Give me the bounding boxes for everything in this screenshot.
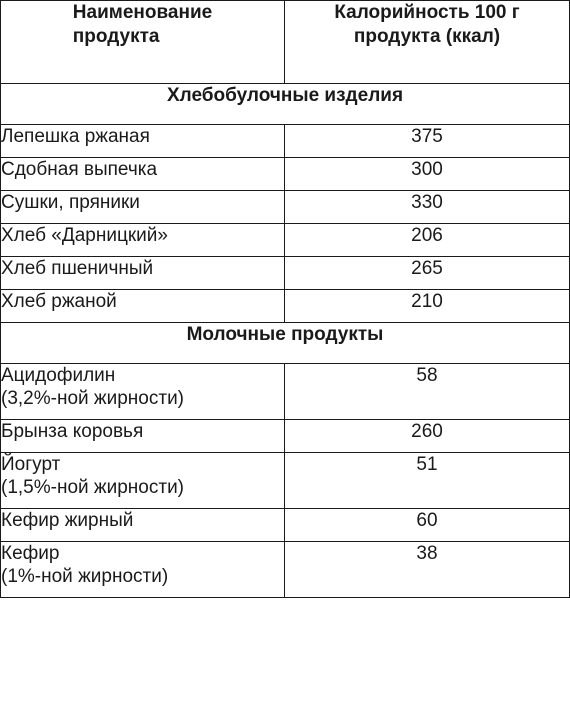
table-row <box>1 542 570 598</box>
product-name: Сушки, пряники <box>1 191 285 224</box>
table-row <box>1 509 570 542</box>
product-name-cell <box>1 364 285 420</box>
calorie-value: 265 <box>285 257 570 290</box>
section-row <box>1 84 570 125</box>
calorie-value: 210 <box>285 290 570 323</box>
calorie-value: 330 <box>285 191 570 224</box>
product-note: (1%-ной жирности) <box>1 566 169 587</box>
section-title: Молочные продукты <box>1 323 570 364</box>
table-row <box>1 125 570 158</box>
table-row <box>1 191 570 224</box>
product-name-cell <box>1 542 285 598</box>
product-name: Лепешка ржаная <box>1 125 285 158</box>
calorie-value: 260 <box>285 420 570 453</box>
product-name: Брынза коровья <box>1 420 285 453</box>
product-name: Сдобная выпечка <box>1 158 285 191</box>
column-header-product-line1: Наименование <box>72 2 213 23</box>
product-name: Йогурт <box>1 454 61 475</box>
calorie-value: 58 <box>285 364 570 420</box>
product-name-cell <box>1 453 285 509</box>
column-header-calories <box>285 1 570 84</box>
column-header-calories-line1: Калорийность 100 г <box>334 2 520 23</box>
product-name: Хлеб «Дарницкий» <box>1 224 285 257</box>
product-note: (1,5%-ной жирности) <box>1 477 185 498</box>
column-header-calories-line2: продукта (ккал) <box>353 26 501 47</box>
product-name: Ацидофилин <box>1 365 116 386</box>
calorie-value: 38 <box>285 542 570 598</box>
product-name: Кефир жирный <box>1 509 285 542</box>
product-name: Хлеб ржаной <box>1 290 285 323</box>
table-row <box>1 453 570 509</box>
section-title: Хлебобулочные изделия <box>1 84 570 125</box>
table-row <box>1 158 570 191</box>
section-row <box>1 323 570 364</box>
table-row <box>1 364 570 420</box>
table-row <box>1 290 570 323</box>
table-row <box>1 224 570 257</box>
calorie-value: 60 <box>285 509 570 542</box>
column-header-product-line2: продукта <box>72 26 160 47</box>
header-row <box>1 1 570 84</box>
calorie-value: 375 <box>285 125 570 158</box>
product-name: Кефир <box>1 543 60 564</box>
table-row <box>1 257 570 290</box>
column-header-product <box>1 1 285 84</box>
product-name: Хлеб пшеничный <box>1 257 285 290</box>
calorie-value: 206 <box>285 224 570 257</box>
calorie-value: 51 <box>285 453 570 509</box>
table-row <box>1 420 570 453</box>
calorie-value: 300 <box>285 158 570 191</box>
product-note: (3,2%-ной жирности) <box>1 388 185 409</box>
